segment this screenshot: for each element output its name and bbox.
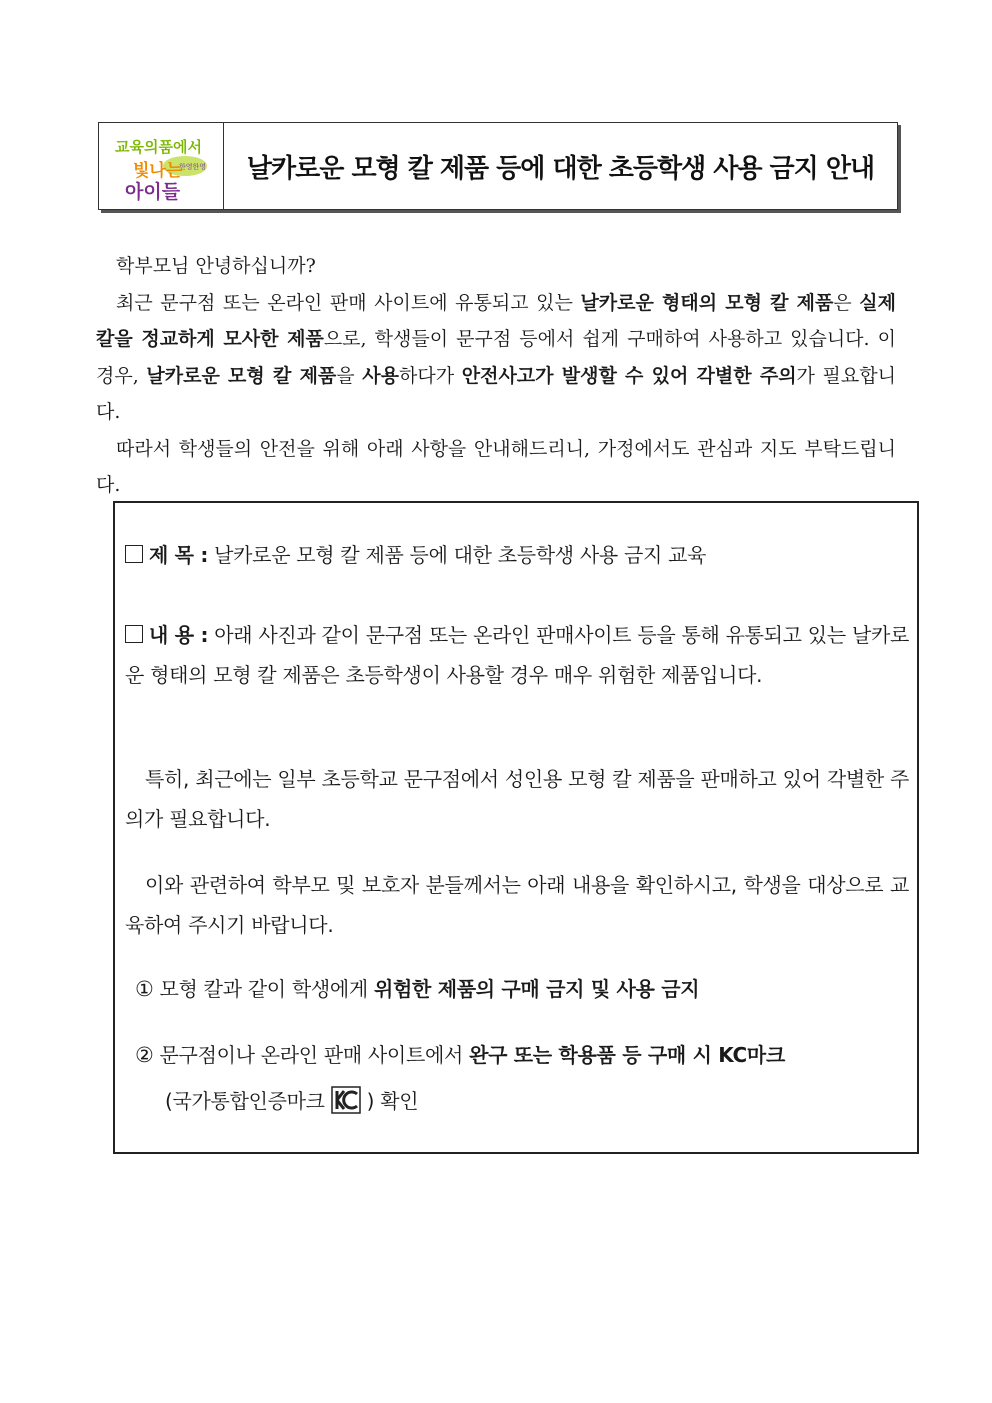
school-logo bbox=[99, 123, 224, 209]
content-paragraph: 내 용 : 아래 사진과 같이 문구점 또는 온라인 판매사이트 등을 통해 유통되고 있는 날카로운 형태의 모형 칼 제품은 초등학생이 사용할 경우 매우 위험한 제품입니다. bbox=[125, 623, 909, 687]
subject-line: 제 목 : 날카로운 모형 칼 제품 등에 대한 초등학생 사용 금지 교육 bbox=[125, 539, 909, 568]
intro-section bbox=[96, 248, 896, 504]
title-header bbox=[98, 122, 898, 210]
list-item-1: ① 모형 칼과 같이 학생에게 위험한 제품의 구매 금지 및 사용 금지 bbox=[135, 977, 700, 1001]
list-item-2: ② 문구점이나 온라인 판매 사이트에서 완구 또는 학용품 등 구매 시 KC마크 bbox=[135, 1043, 785, 1067]
logo-image bbox=[107, 128, 215, 204]
greeting: 학부모님 안녕하십니까? bbox=[116, 255, 316, 277]
intro-paragraph-2: 따라서 학생들의 안전을 위해 아래 사항을 안내해드리니, 가정에서도 관심과 지도 부탁드립니다. bbox=[96, 437, 896, 496]
intro-paragraph-1: 최근 문구점 또는 온라인 판매 사이트에 유통되고 있는 날카로운 형태의 모형 칼 제품은 실제 칼을 정교하게 모사한 제품으로, 학생들이 문구점 등에서 쉽게 구매하여 사용하고 있습니다. 이 경우, 날카로운 모형 칼 제품을 사용하다가 안전사고가 발생할 수 있어 각별한 주의가 필요합니다. bbox=[96, 291, 896, 423]
logo-sub: 한영한영 bbox=[179, 163, 207, 171]
page-title: 날카로운 모형 칼 제품 등에 대한 초등학생 사용 금지 안내 bbox=[246, 153, 875, 184]
checkbox-square-icon bbox=[125, 625, 143, 643]
logo-line1: 교육의품에서 bbox=[115, 138, 202, 156]
paragraph-2: 특히, 최근에는 일부 초등학교 문구점에서 성인용 모형 칼 제품을 판매하고 있어 각별한 주의가 필요합니다. bbox=[125, 767, 909, 831]
logo-line2: 빛나는 bbox=[133, 161, 183, 181]
kc-mark-icon bbox=[331, 1086, 361, 1114]
checkbox-square-icon bbox=[125, 545, 143, 563]
notice-box bbox=[113, 501, 919, 1154]
logo-line3: 아이들 bbox=[125, 181, 181, 203]
list-item-2-cont: (국가통합인증마크 ) 확인 bbox=[165, 1085, 909, 1114]
paragraph-3: 이와 관련하여 학부모 및 보호자 분들께서는 아래 내용을 확인하시고, 학생을 대상으로 교육하여 주시기 바랍니다. bbox=[125, 873, 909, 937]
